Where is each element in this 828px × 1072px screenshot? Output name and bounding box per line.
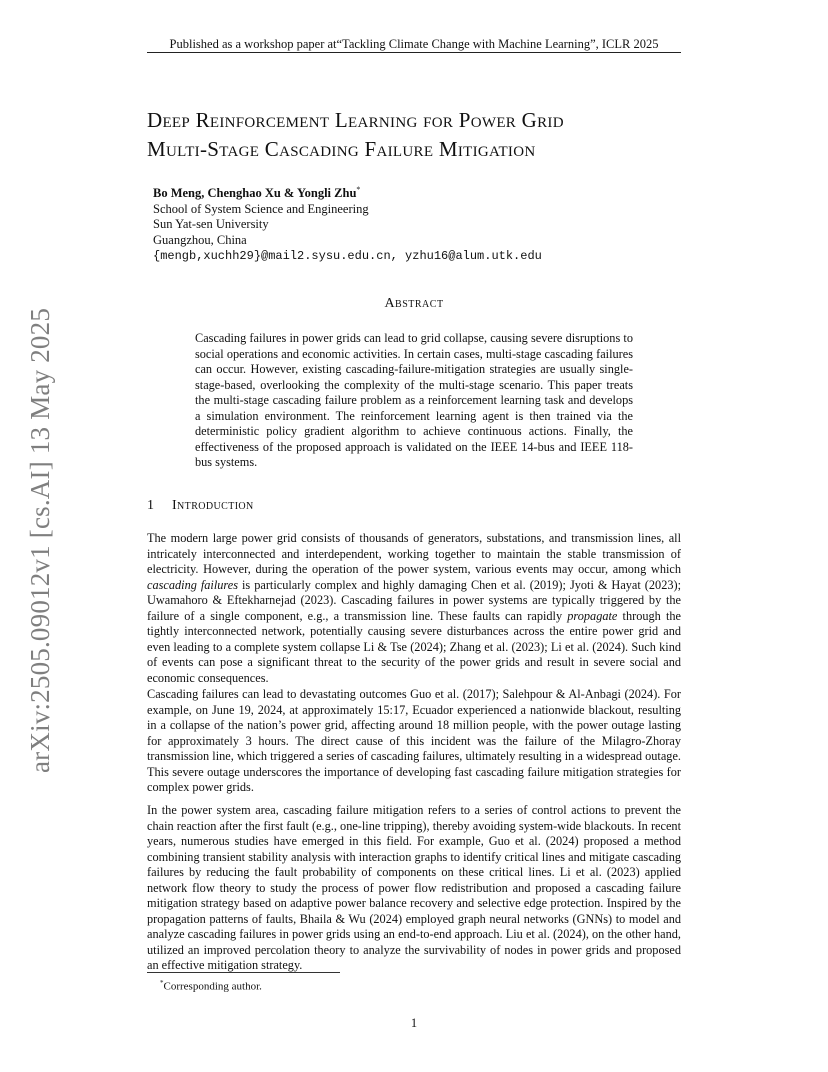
title-line-1: Deep Reinforcement Learning for Power Grid <box>147 108 564 132</box>
footnote-rule <box>147 972 340 973</box>
corresponding-author-marker: * <box>356 185 361 194</box>
affiliation-school: School of System Science and Engineering <box>153 201 369 216</box>
author-emails: {mengb,xuchh29}@mail2.sysu.edu.cn, yzhu16@alum.utk.edu <box>153 248 542 263</box>
abstract-text: Cascading failures in power grids can lead to grid collapse, causing severe disruptions to social operations and economic activities. In certain cases, multi-stage cascading failures can occur. However, existing cascading-failure-mitigation strategies are usually single-stage-based, overlooking the complexity of the multi-stage scenario. This paper treats the multi-stage cascading failure problem as a reinforcement learning task and develops a simulation environment. The reinforcement learning agent is then trained via the deterministic policy gradient algorithm to achieve continuous actions. Finally, the effectiveness of the proposed approach is validated on the IEEE 14-bus and IEEE 118-bus systems. <box>195 331 633 469</box>
affiliation-location: Guangzhou, China <box>153 232 247 247</box>
arxiv-identifier: arXiv:2505.09012v1 [cs.AI] 13 May 2025 <box>25 307 55 773</box>
header-rule <box>147 52 681 53</box>
paragraph-3-text: In the power system area, cascading failure mitigation refers to a series of control actions to prevent the chain reaction after the first fault (e.g., one-line tripping), thereby avoiding system-wide blackouts. In recent years, numerous studies have emerged in this field. For example, Guo et al. (2024) proposed a method combining transient stability analysis with interaction graphs to identify critical lines and mitigate cascading failures by reducing the fault probability of components on these critical lines. Li et al. (2023) applied network flow theory to study the process of power flow redistribution and proposed a cascading failure mitigation strategy based on adaptive power balance recovery and selective edge protection. Inspired by the propagation patterns of faults, Bhaila & Wu (2024) employed graph neural networks (GNNs) to model and analyze cascading failures in power grids using an end-to-end approach. Liu et al. (2024), on the other hand, utilized an improved percolation theory to analyze the survivability of nodes in power grids and proposed an effective mitigation strategy. <box>147 803 681 972</box>
section-number: 1 <box>147 498 155 513</box>
paragraph-1-part-b: is particularly complex and highly damaging Chen et al. (2019); Jyoti & Hayat (2023); Uwamahoro & Eftekharnejad (2023). Cascading failures in power systems are typically triggered by the failure of a single component, e.g., a transmission line. These faults can rapidly <box>147 577 682 623</box>
page-number: 1 <box>410 1016 418 1030</box>
intro-paragraph-1 <box>147 531 681 686</box>
author-names <box>153 182 673 202</box>
intro-paragraph-3 <box>147 803 681 974</box>
emphasis-propagate: propagate <box>567 608 618 623</box>
author-names-text: Bo Meng, Chenghao Xu & Yongli Zhu <box>153 186 357 201</box>
abstract-heading: Abstract <box>384 296 444 311</box>
affiliation-university: Sun Yat-sen University <box>153 217 269 232</box>
title-line-2: Multi-Stage Cascading Failure Mitigation <box>147 137 536 161</box>
paragraph-1-part-c: through the tightly interconnected network, potentially causing severe disturbances across the entire power grid and even leading to a complete system collapse Li & Tse (2024); Zhang et al. (2023); Li et al. (2024). Such kind of events can pose a significant threat to the security of the power grids and result in severe social and economic consequences. <box>147 608 681 685</box>
intro-paragraph-2 <box>147 687 681 796</box>
footnote <box>160 976 262 994</box>
footnote-text: Corresponding author. <box>163 980 262 993</box>
author-block <box>153 182 673 264</box>
paper-title <box>147 106 707 164</box>
section-heading <box>147 498 681 514</box>
running-header: Published as a workshop paper at“Tackling Climate Change with Machine Learning”, ICLR 2025 <box>169 37 659 51</box>
paragraph-1-text <box>147 531 681 686</box>
emphasis-cascading-failures: cascading failures <box>147 577 238 592</box>
paragraph-1-part-a: The modern large power grid consists of thousands of generators, substations, and transmission lines, all intricately interconnected and interdependent, working together to maintain the stable transmission of electricity. However, during the operation of the power system, various events may occur, among which <box>147 531 681 576</box>
paragraph-2-text: Cascading failures can lead to devastating outcomes Guo et al. (2017); Salehpour & Al-Anbagi (2024). For example, on June 19, 2024, at approximately 15:17, Ecuador experienced a nationwide blackout, resulting in a collapse of the nation’s power grid, affecting around 18 million people, with the power outage lasting for approximately 3 hours. The direct cause of this incident was the failure of the Milagro-Zhoray transmission line, which triggered a series of cascading failures, ultimately resulting in a widespread outage. This severe outage underscores the importance of developing fast cascading failure mitigation strategies for complex power grids. <box>147 687 681 794</box>
footnote-marker: * <box>160 979 164 987</box>
section-title: Introduction <box>172 498 254 513</box>
